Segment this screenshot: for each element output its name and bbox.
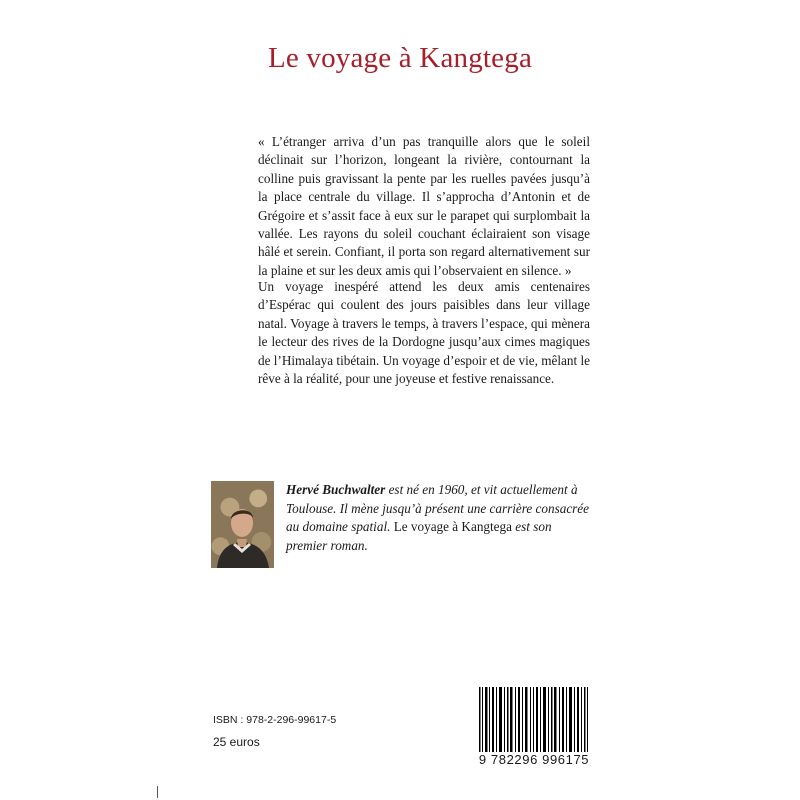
page-title: Le voyage à Kangtega [267, 42, 533, 74]
barcode-digits: 9 782296 996175 [473, 752, 595, 767]
excerpt-paragraph: « L’étranger arriva d’un pas tranquille alors que le soleil déclinait sur l’horizon, longeant la rivière, contournant la colline puis gravissant la pente par les ruelles pavées jusqu’à la place centrale du village. Il s’approcha d’Antonin et de Grégoire et s’assit face à eux sur le parapet qui surplombait la vallée. Les rayons du soleil couchant éclairaient son visage hâlé et serein. Confiant, il porta son regard alternativement sur la plaine et sur les deux amis qui l’observaient en silence. » [258, 134, 590, 278]
author-bio-text-1: est né en 1960, et vit actuellement à Toulouse. Il mène jusqu’à présent une carrière consacrée au domaine spatial. [286, 482, 590, 535]
edge-mark [157, 786, 158, 798]
author-bio-book-title: Le voyage à Kangtega [393, 519, 512, 535]
author-name: Hervé Buchwalter [286, 482, 386, 497]
author-block [211, 481, 591, 571]
author-photo [211, 481, 274, 568]
summary-paragraph: Un voyage inespéré attend les deux amis centenaires d’Espérac qui coulent des jours paisibles dans leur village natal. Voyage à travers le temps, à travers l’espace, qui mènera le lecteur des rives de la Dordogne jusqu’aux cimes magiques de l’Himalaya tibétain. Un voyage d’espoir et de vie, mêlant le rêve à la réalité, pour une joyeuse et festive renaissance. [258, 279, 590, 387]
isbn-label: ISBN : 978-2-296-99617-5 [213, 714, 337, 726]
author-bio-text-2: est son premier roman. [286, 519, 552, 553]
author-bio [286, 481, 591, 555]
price-label: 25 euros [213, 735, 260, 749]
